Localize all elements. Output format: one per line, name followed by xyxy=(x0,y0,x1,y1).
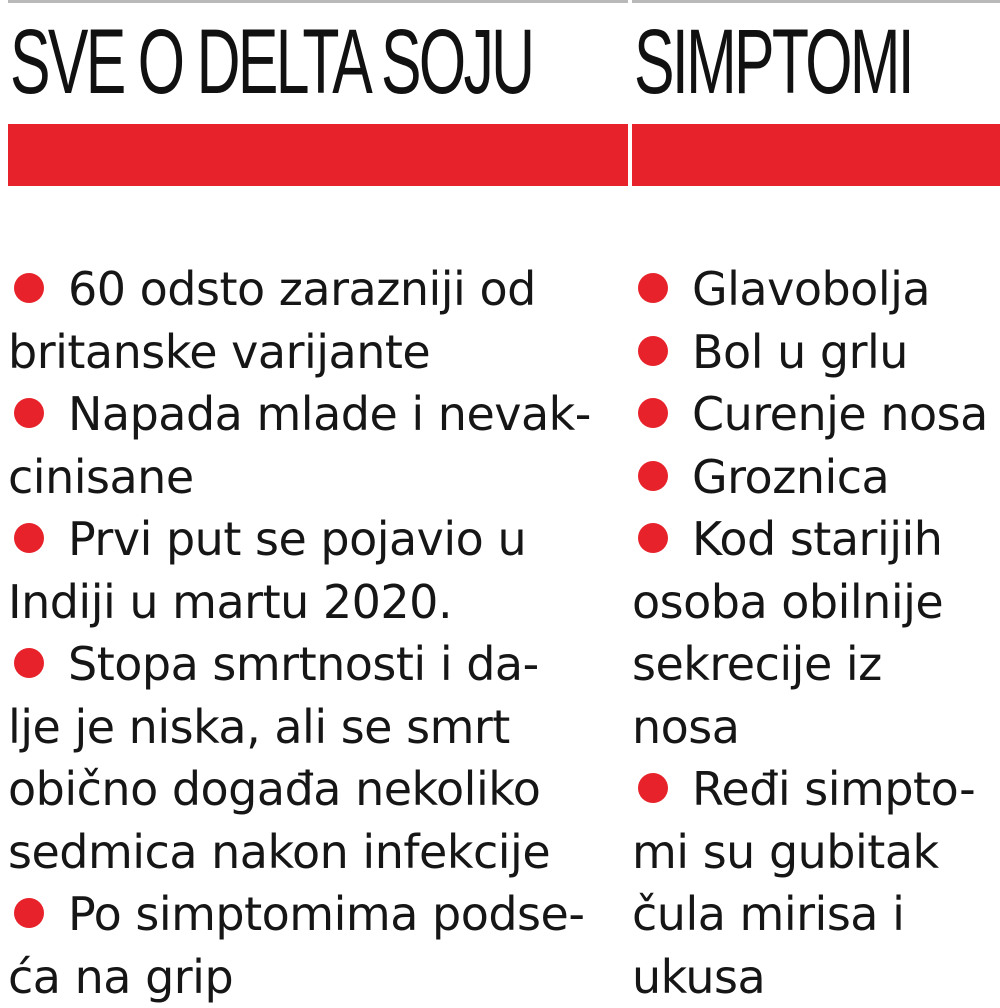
list-item xyxy=(8,383,628,508)
item-text: britanske varijante xyxy=(8,321,628,384)
list-item xyxy=(632,446,1000,509)
item-text: nosa xyxy=(632,696,1000,759)
red-dot-icon xyxy=(14,523,44,553)
list-item xyxy=(632,321,1000,384)
symptoms-column xyxy=(632,0,1000,1000)
column-heading: SIMPTOMI xyxy=(634,12,912,112)
list-item xyxy=(632,508,1000,758)
red-dot-icon xyxy=(638,398,668,428)
item-text: Po simptomima podse- xyxy=(68,887,584,941)
top-rule xyxy=(632,0,1000,3)
item-text: Ređi simpto- xyxy=(692,762,975,816)
red-dot-icon xyxy=(638,461,668,491)
red-dot-icon xyxy=(14,648,44,678)
red-dot-icon xyxy=(638,273,668,303)
red-accent-bar xyxy=(632,124,1000,186)
item-text: čula mirisa i xyxy=(632,883,1000,946)
list-item xyxy=(632,758,1000,1008)
red-dot-icon xyxy=(14,273,44,303)
delta-strain-column xyxy=(8,0,628,1000)
item-text: Prvi put se pojavio u xyxy=(68,512,526,566)
item-text: ća na grip xyxy=(8,946,628,1008)
item-text: Kod starijih xyxy=(692,512,942,566)
list-item xyxy=(8,883,628,1008)
item-text: obično događa nekoliko xyxy=(8,758,628,821)
item-text: Stopa smrtnosti i da- xyxy=(68,637,539,691)
item-text: sekrecije iz xyxy=(632,633,1000,696)
top-rule xyxy=(8,0,628,3)
red-dot-icon xyxy=(14,898,44,928)
facts-list xyxy=(8,258,628,1008)
item-text: sedmica nakon infekcije xyxy=(8,821,628,884)
column-heading: SVE O DELTA SOJU xyxy=(10,12,532,112)
red-dot-icon xyxy=(638,336,668,366)
list-item xyxy=(8,258,628,383)
red-dot-icon xyxy=(638,523,668,553)
item-text: cinisane xyxy=(8,446,628,509)
item-text: Groznica xyxy=(692,450,889,504)
list-item xyxy=(8,508,628,633)
item-text: Napada mlade i nevak- xyxy=(68,387,591,441)
item-text: ukusa xyxy=(632,946,1000,1008)
symptoms-list xyxy=(632,258,1000,1008)
item-text: lje je niska, ali se smrt xyxy=(8,696,628,759)
red-accent-bar xyxy=(8,124,628,186)
item-text: Indiji u martu 2020. xyxy=(8,571,628,634)
item-text: 60 odsto zarazniji od xyxy=(68,262,536,316)
list-item xyxy=(8,633,628,883)
item-text: Bol u grlu xyxy=(692,325,908,379)
item-text: osoba obilnije xyxy=(632,571,1000,634)
item-text: mi su gubitak xyxy=(632,821,1000,884)
item-text: Curenje nosa xyxy=(692,387,988,441)
list-item xyxy=(632,383,1000,446)
red-dot-icon xyxy=(638,773,668,803)
list-item xyxy=(632,258,1000,321)
item-text: Glavobolja xyxy=(692,262,930,316)
red-dot-icon xyxy=(14,398,44,428)
